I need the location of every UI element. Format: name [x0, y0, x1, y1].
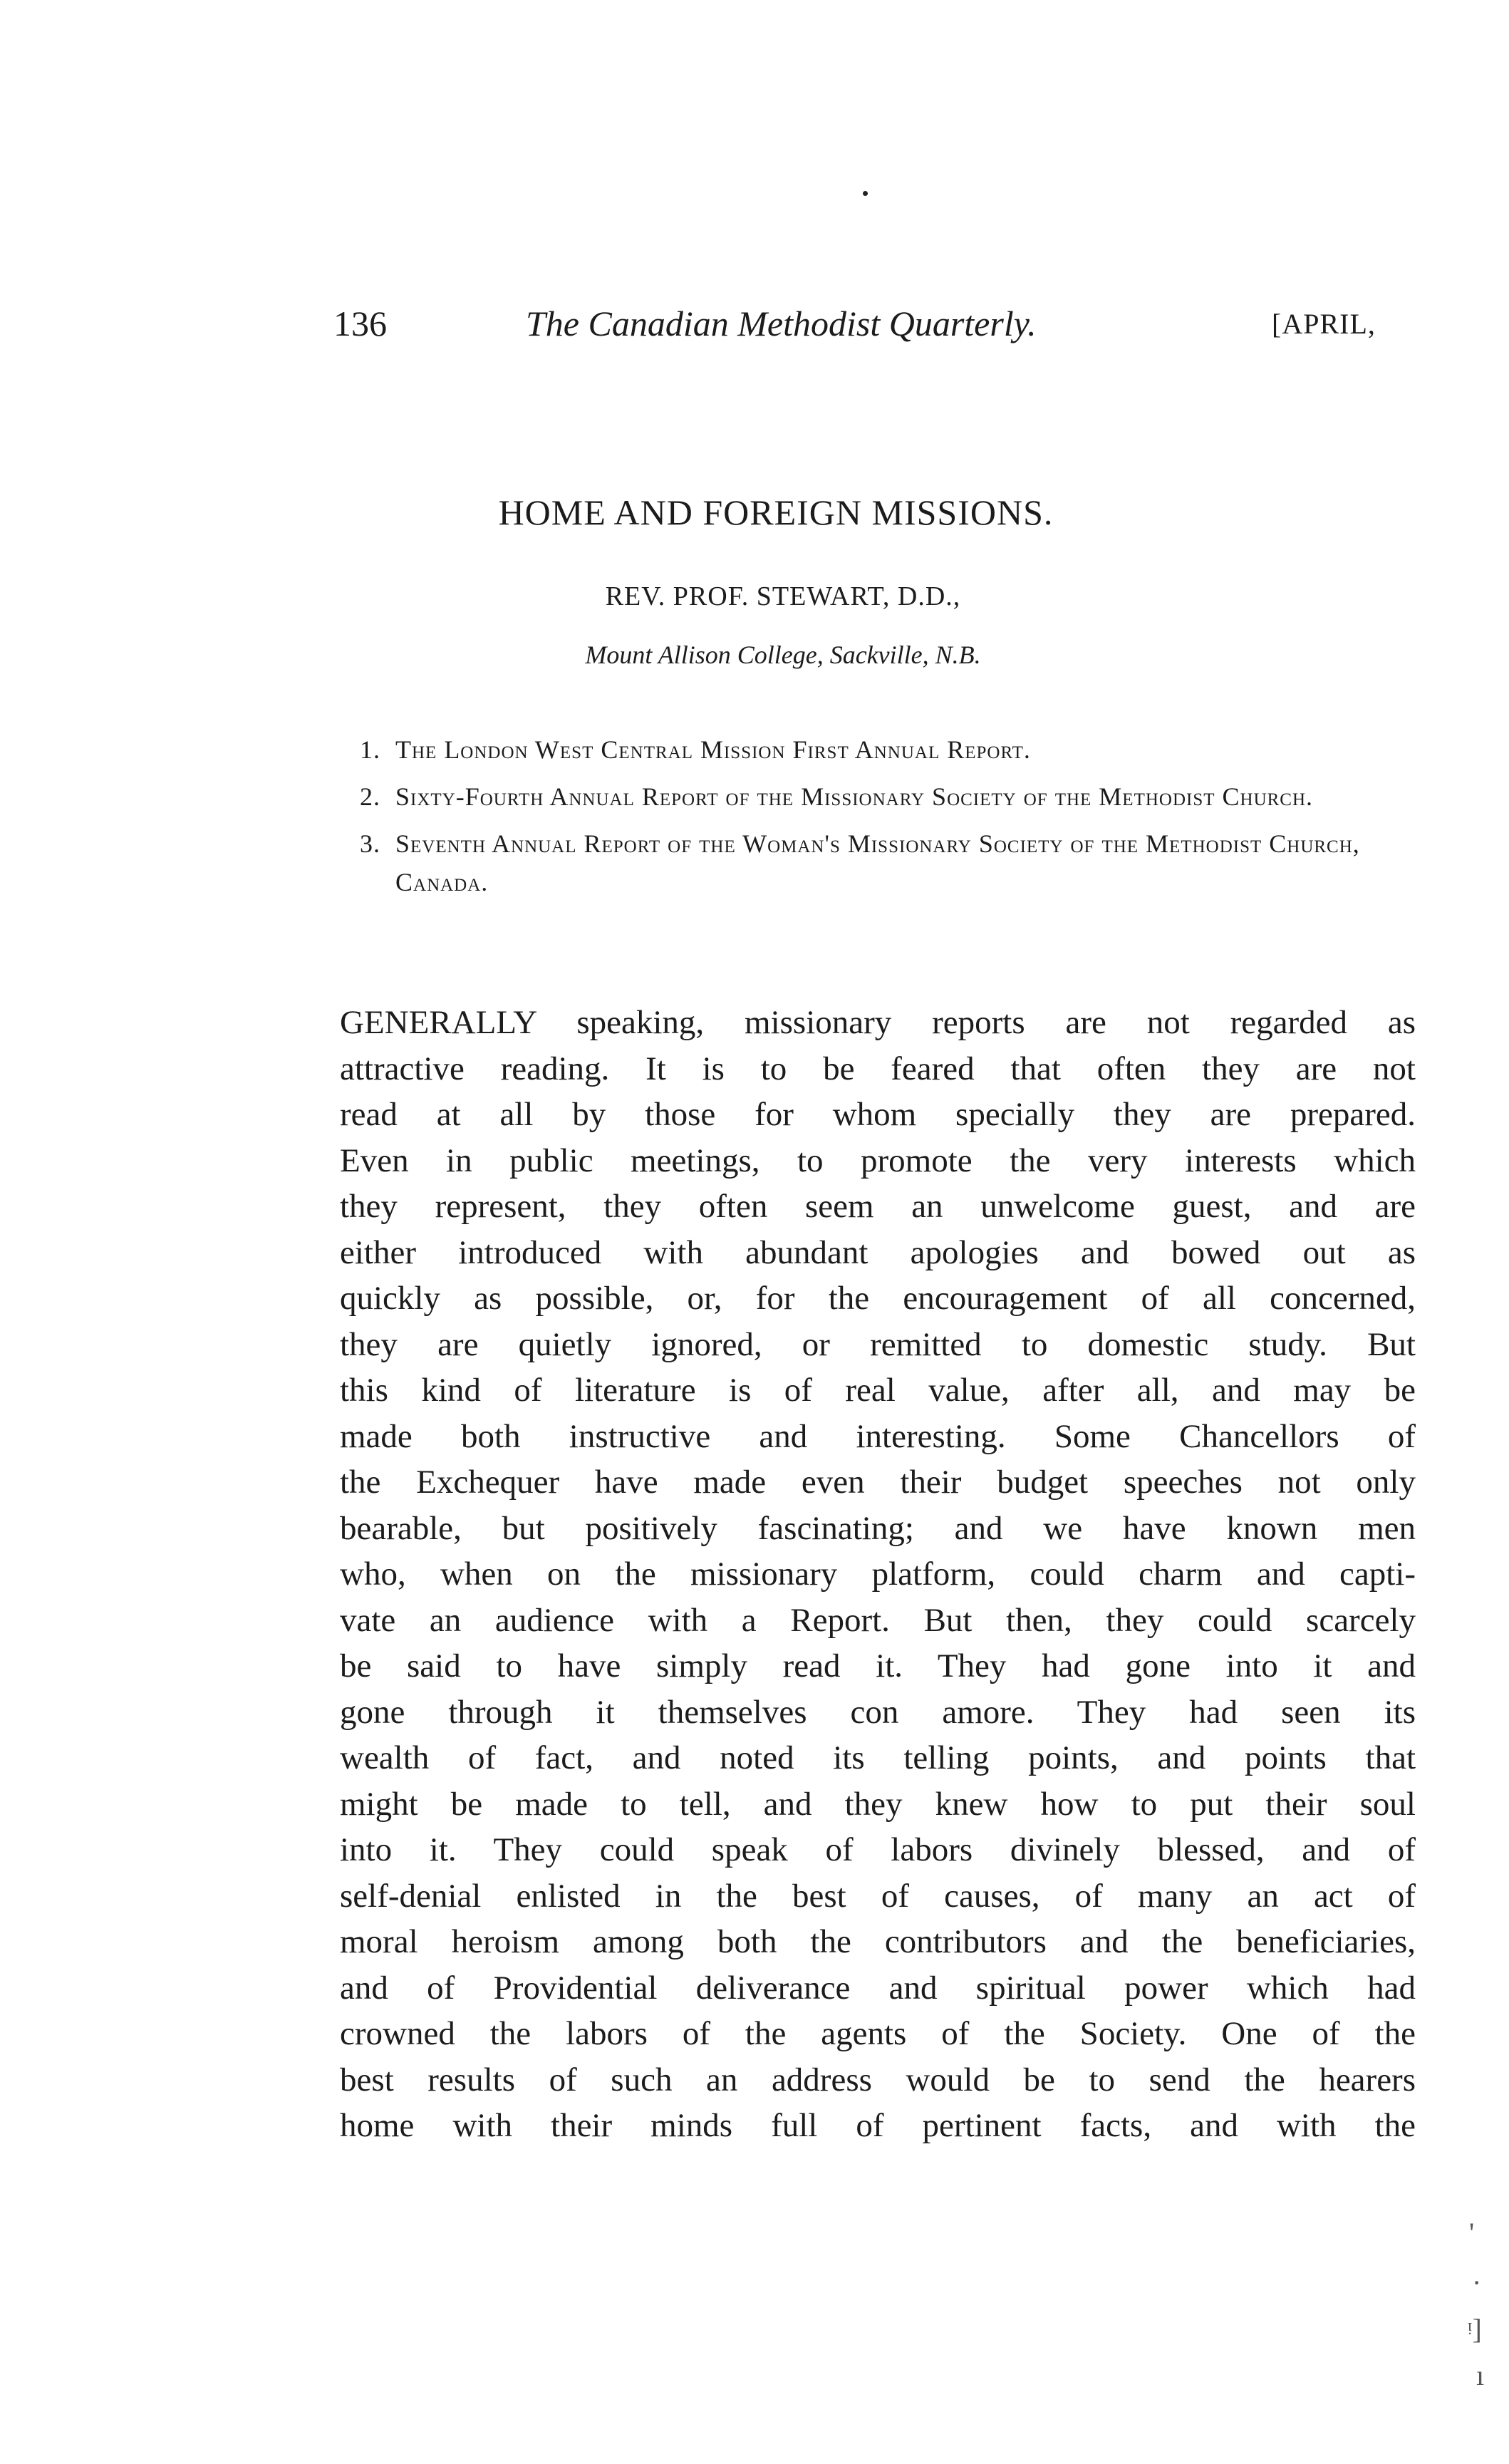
report-item	[360, 777, 1414, 816]
body-line: crowned the labors of the agents of the Society. One of the	[340, 2015, 1416, 2052]
report-title: The London West Central Mission First Annual Report.	[395, 735, 1031, 764]
issue-month: [APRIL,	[1272, 308, 1376, 340]
body-line: GENERALLY speaking, missionary reports are not regarded as	[340, 1004, 1416, 1041]
body-line: the Exchequer have made even their budget speeches not only	[340, 1464, 1416, 1501]
body-line: gone through it themselves con amore. They had seen its	[340, 1693, 1416, 1731]
body-line: and of Providential deliverance and spiritual power which had	[340, 1969, 1416, 2007]
body-line: vate an audience with a Report. But then, they could scarcely	[340, 1601, 1416, 1639]
body-paragraph	[340, 1000, 1416, 2149]
body-line: best results of such an address would be to send the hearers	[340, 2061, 1416, 2098]
body-line: read at all by those for whom specially they are prepared.	[340, 1096, 1416, 1133]
report-number: 2.	[360, 782, 380, 811]
page-number: 136	[333, 304, 387, 343]
body-line: home with their minds full of pertinent facts, and with the	[340, 2107, 1416, 2144]
body-line: moral heroism among both the contributors and the beneficiaries,	[340, 1923, 1416, 1960]
body-line: might be made to tell, and they knew how to put their soul	[340, 1785, 1416, 1823]
reviewed-reports-list	[360, 730, 1414, 910]
margin-speck: ᵎ]	[1468, 2313, 1482, 2345]
report-item	[360, 824, 1414, 901]
author-line: REV. PROF. STEWART, D.D.,	[605, 581, 961, 611]
author-affiliation: Mount Allison College, Sackville, N.B.	[585, 641, 981, 669]
journal-title: The Canadian Methodist Quarterly.	[526, 304, 1037, 343]
body-line: into it. They could speak of labors divinely blessed, and of	[340, 1831, 1416, 1868]
margin-speck: ı	[1476, 2359, 1485, 2391]
body-line: attractive reading. It is to be feared that often they are not	[340, 1050, 1416, 1087]
report-item	[360, 730, 1414, 769]
report-number: 1.	[360, 735, 380, 764]
body-line: this kind of literature is of real value, after all, and may be	[340, 1372, 1416, 1409]
body-line: either introduced with abundant apologies and bowed out as	[340, 1233, 1416, 1271]
body-line: they are quietly ignored, or remitted to domestic study. But	[340, 1325, 1416, 1363]
body-line: Even in public meetings, to promote the very interests which	[340, 1142, 1416, 1179]
body-line: who, when on the missionary platform, could charm and capti-	[340, 1555, 1416, 1593]
running-head	[333, 303, 1402, 360]
body-line: bearable, but positively fascinating; and we have known men	[340, 1509, 1416, 1547]
body-line: made both instructive and interesting. Some Chancellors of	[340, 1417, 1416, 1455]
report-title: Sixty-Fourth Annual Report of the Missionary Society of the Methodist Church.	[395, 782, 1314, 811]
report-number: 3.	[360, 829, 380, 858]
body-line: wealth of fact, and noted its telling points, and points that	[340, 1739, 1416, 1776]
ink-speck	[863, 191, 868, 196]
article-title: HOME AND FOREIGN MISSIONS.	[498, 492, 1054, 532]
body-line: quickly as possible, or, for the encouragement of all concerned,	[340, 1280, 1416, 1317]
body-line: self-denial enlisted in the best of causes, of many an act of	[340, 1877, 1416, 1915]
body-line: be said to have simply read it. They had gone into it and	[340, 1647, 1416, 1684]
margin-speck: '	[1469, 2217, 1475, 2249]
margin-speck: ·	[1472, 2267, 1482, 2299]
body-line: they represent, they often seem an unwelcome guest, and are	[340, 1188, 1416, 1225]
report-title: Seventh Annual Report of the Woman's Missionary Society of the Methodist Church, Canada.	[395, 829, 1360, 896]
